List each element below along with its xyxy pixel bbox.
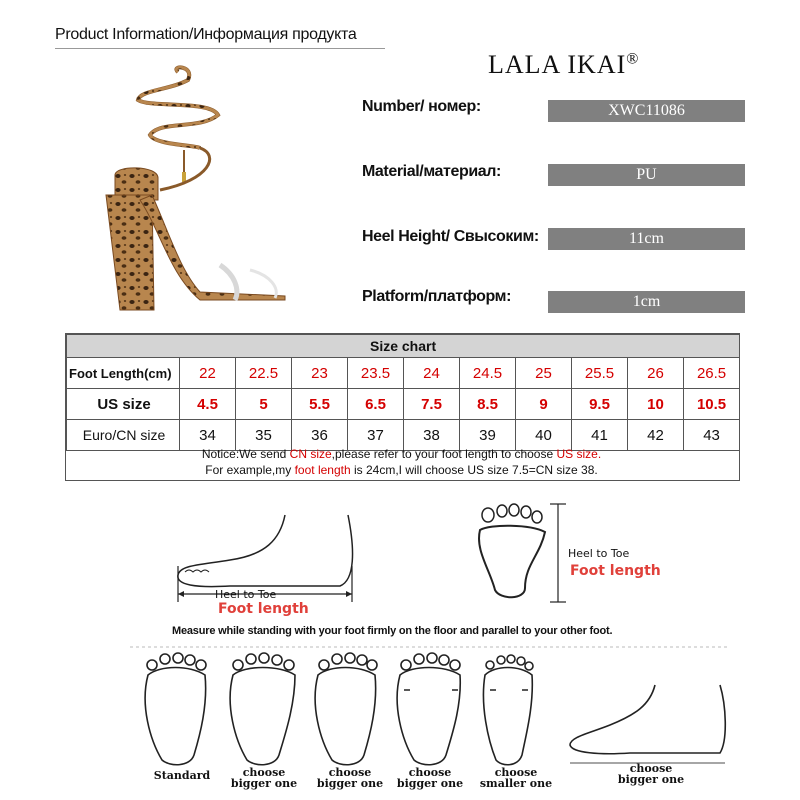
measure-instruction: Measure while standing with your foot firmly on the floor and parallel to your other foot. [172,625,613,637]
foot-length-label-2: Foot length [570,563,661,579]
euro-size-cell: 38 [404,420,460,451]
foot-length-cell: 26.5 [684,358,740,389]
euro-size-cell: 43 [684,420,740,451]
spec-label-heel-height: Heel Height/ Свысоким: [362,228,539,245]
foot-length-cell: 22.5 [236,358,292,389]
foot-length-cell: 25.5 [572,358,628,389]
euro-size-cell: 36 [292,420,348,451]
us-size-cell: 9 [516,389,572,420]
spec-value-platform: 1cm [548,291,745,313]
us-size-cell: 9.5 [572,389,628,420]
spec-value-number: XWC11086 [548,100,745,122]
foot-type-label-standard: Standard [153,769,211,782]
row-label-euro-size: Euro/CN size [67,420,180,451]
foot-type-label-thick: choose bigger one [396,766,464,790]
euro-size-cell: 37 [348,420,404,451]
spec-label-platform: Platform/платформ: [362,288,511,305]
table-row-us-size [67,389,740,420]
foot-types-diagram [130,645,730,770]
foot-length-cell: 26 [628,358,684,389]
foot-type-label-high-instep: choose bigger one [617,762,685,786]
us-size-cell: 8.5 [460,389,516,420]
foot-type-label-narrow: choose smaller one [479,766,553,790]
brand-logo: LALA IKAI® [488,50,640,79]
product-photo-sandal [100,60,300,320]
us-size-cell: 7.5 [404,389,460,420]
us-size-cell: 10 [628,389,684,420]
spec-value-material: PU [548,164,745,186]
us-size-cell: 6.5 [348,389,404,420]
foot-length-cell: 24.5 [460,358,516,389]
spec-label-number: Number/ номер: [362,98,481,115]
foot-length-cell: 22 [180,358,236,389]
size-chart-title: Size chart [67,335,740,358]
foot-type-label-wide: choose bigger one [230,766,298,790]
foot-type-label-high-toe: choose bigger one [316,766,384,790]
header-divider [55,48,385,49]
spec-value-heel-height: 11cm [548,228,745,250]
heel-to-toe-label-2: Heel to Toe [568,547,630,560]
euro-size-cell: 35 [236,420,292,451]
euro-size-cell: 40 [516,420,572,451]
table-row-foot-length [67,358,740,389]
page-title: Product Information/Информация продукта [55,26,357,43]
size-chart-table [66,334,740,451]
foot-length-cell: 25 [516,358,572,389]
euro-size-cell: 34 [180,420,236,451]
us-size-cell: 5.5 [292,389,348,420]
euro-size-cell: 39 [460,420,516,451]
foot-length-label-1: Foot length [218,601,309,617]
us-size-cell: 4.5 [180,389,236,420]
spec-label-material: Material/материал: [362,163,501,180]
euro-size-cell: 41 [572,420,628,451]
us-size-cell: 5 [236,389,292,420]
row-label-us-size: US size [67,389,180,420]
euro-size-cell: 42 [628,420,684,451]
heel-to-toe-label-1: Heel to Toe [215,588,277,601]
size-notice: Notice:We send CN size,please refer to your foot length to choose US size. For example,my foot length is 24cm,I will choose US size 7.5=CN size 38. [201,447,602,477]
foot-length-cell: 23 [292,358,348,389]
foot-length-cell: 23.5 [348,358,404,389]
foot-length-cell: 24 [404,358,460,389]
foot-type-labels [130,762,730,797]
row-label-foot-length: Foot Length(cm) [67,358,180,389]
us-size-cell: 10.5 [684,389,740,420]
